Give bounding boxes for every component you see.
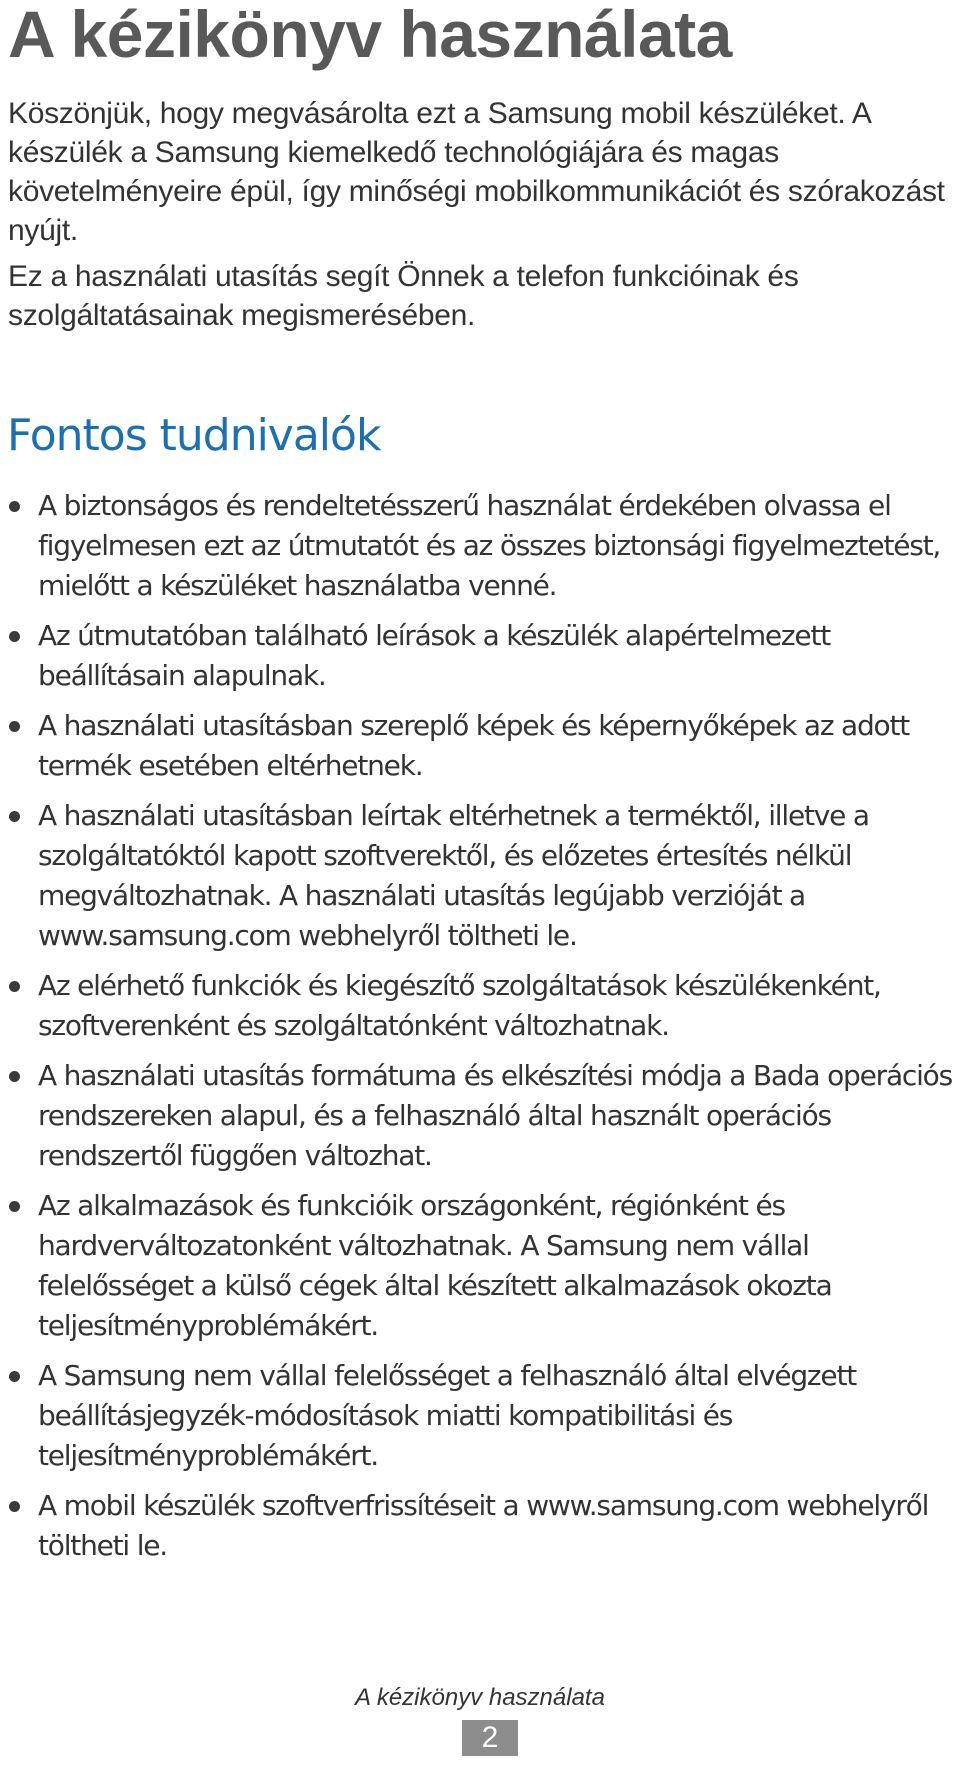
bullet-icon	[9, 1501, 20, 1512]
intro-text	[8, 94, 953, 335]
list-item	[0, 1056, 960, 1176]
list-item-text: Az elérhető funkciók és kiegészítő szolgáltatások készülékenként, szoftverenként és szolgáltatónként változhatnak.	[38, 969, 881, 1042]
list-item-text: A biztonságos és rendeltetésszerű használat érdekében olvassa el figyelmesen ezt az útmutatót és az összes biztonsági figyelmeztetést, mielőtt a készüléket használatba venné.	[38, 489, 941, 602]
list-item-text: A Samsung nem vállal felelősséget a felhasználó által elvégzett beállításjegyzék-módosítások miatti kompatibilitási és teljesítményproblémákért.	[38, 1359, 857, 1472]
bullet-icon	[9, 981, 20, 992]
list-item-text: A használati utasításban szereplő képek és képernyőképek az adott termék esetében eltérhetnek.	[38, 709, 910, 782]
bullet-icon	[9, 631, 20, 642]
page-title: A kézikönyv használata	[8, 0, 732, 71]
list-item	[0, 966, 960, 1046]
footer-section-label: A kézikönyv használata	[355, 1684, 605, 1711]
notes-list	[0, 486, 960, 1576]
list-item	[0, 796, 960, 956]
list-item	[0, 706, 960, 786]
list-item	[0, 616, 960, 696]
page-number: 2	[462, 1720, 518, 1756]
intro-paragraph: Köszönjük, hogy megvásárolta ezt a Samsung mobil készüléket. A készülék a Samsung kiemelkedő technológiájára és magas követelményeire épül, így minőségi mobilkommunikációt és szórakozást nyújt.	[8, 97, 945, 247]
list-item	[0, 1486, 960, 1566]
list-item-text: A használati utasításban leírtak eltérhetnek a terméktől, illetve a szolgáltatóktól kapott szoftverektől, és előzetes értesítés nélkül megváltozhatnak. A használati utasítás legújabb verzióját a www.samsung.com webhelyről töltheti le.	[38, 799, 869, 952]
list-item-text: Az útmutatóban található leírások a készülék alapértelmezett beállításain alapulnak.	[38, 619, 831, 692]
bullet-icon	[9, 1371, 20, 1382]
list-item-text: A mobil készülék szoftverfrissítéseit a www.samsung.com webhelyről töltheti le.	[38, 1489, 929, 1562]
bullet-icon	[9, 1071, 20, 1082]
list-item	[0, 486, 960, 606]
intro-paragraph: Ez a használati utasítás segít Önnek a telefon funkcióinak és szolgáltatásainak megismerésében.	[8, 260, 799, 332]
bullet-icon	[9, 721, 20, 732]
bullet-icon	[9, 1201, 20, 1212]
list-item	[0, 1186, 960, 1346]
list-item	[0, 1356, 960, 1476]
list-item-text: Az alkalmazások és funkcióik országonként, régiónként és hardverváltozatonként változhatnak. A Samsung nem vállal felelősséget a külső cégek által készített alkalmazások okozta teljesítményproblémákért.	[38, 1189, 832, 1342]
list-item-text: A használati utasítás formátuma és elkészítési módja a Bada operációs rendszereken alapul, és a felhasználó által használt operációs rendszertől függően változhat.	[38, 1059, 952, 1172]
bullet-icon	[9, 811, 20, 822]
section-heading: Fontos tudnivalók	[7, 410, 381, 461]
bullet-icon	[9, 501, 20, 512]
